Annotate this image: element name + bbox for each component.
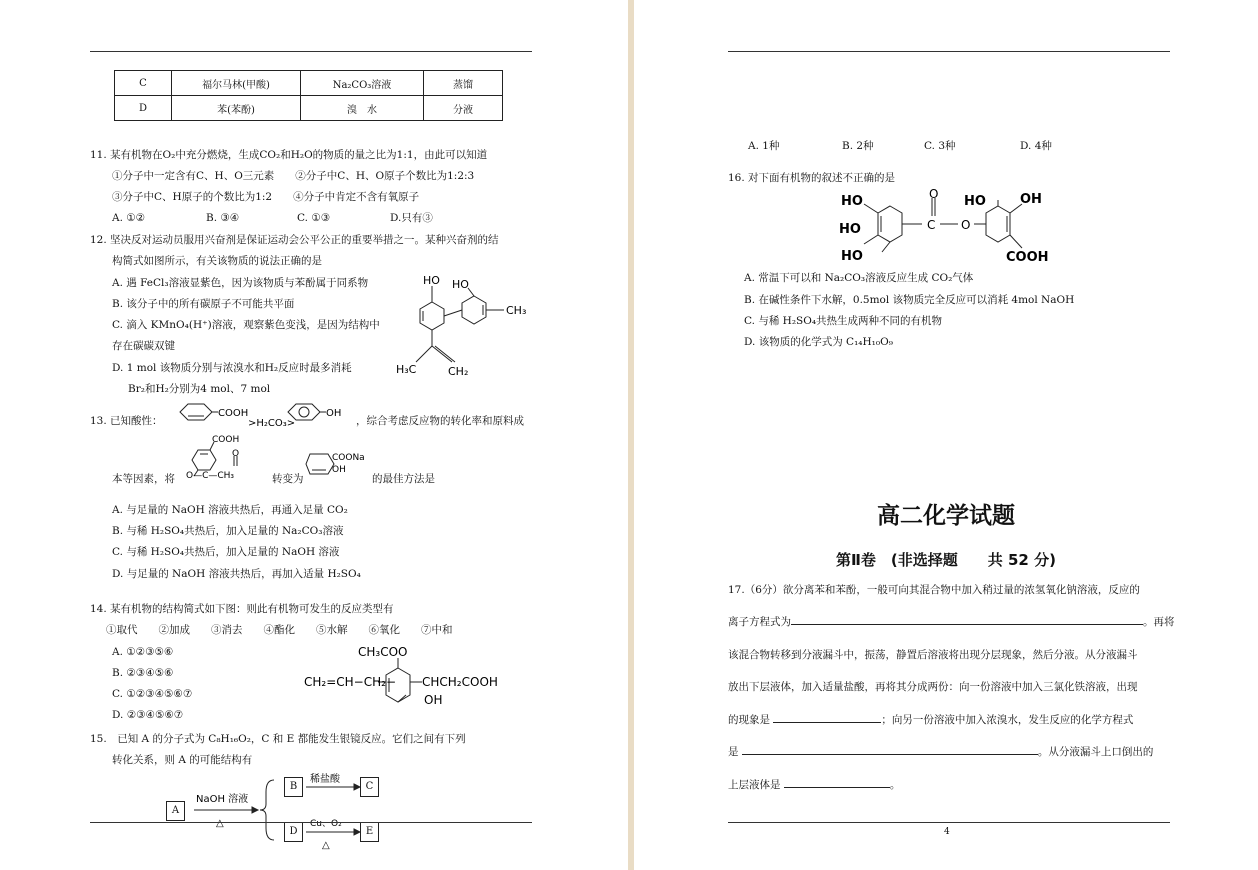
- q17-line-7: [728, 778, 900, 792]
- table-cell: Na₂CO₃溶液: [301, 71, 424, 96]
- oh-label: OH: [424, 693, 443, 707]
- oh-label: OH: [1020, 192, 1042, 207]
- q14-option-b: B. ②③④⑤⑥: [112, 667, 174, 679]
- q13-suffix: ，综合考虑反应物的转化率和原料成: [356, 415, 524, 427]
- acetyl-label: O—C—CH₃: [186, 471, 235, 481]
- q13-prefix: 13. 已知酸性：: [90, 415, 163, 427]
- q17-text: 是: [728, 746, 739, 758]
- q17-text: 的现象是: [728, 714, 770, 726]
- q12-stem-1: 12. 坚决反对运动员服用兴奋剂是保证运动会公平公正的重要举措之一。某种兴奋剂的结: [90, 234, 499, 246]
- q13-line2-c: 的最佳方法是: [372, 473, 435, 485]
- q15-option-b: B. 2种: [842, 140, 874, 152]
- q14-option-d: D. ②③④⑤⑥⑦: [112, 709, 184, 721]
- part-two-subtitle: 第Ⅱ卷 (非选择题 共 52 分): [836, 551, 1056, 569]
- q15-reaction-arrows: [186, 770, 366, 860]
- ch3coo-label: CH₃COO: [358, 645, 408, 659]
- q17-line-3: 该混合物转移到分液漏斗中，振荡，静置后溶液将出现分层现象，然后分液。从分液漏斗: [728, 649, 1138, 661]
- right-page: [634, 0, 1258, 870]
- options-table: [114, 70, 503, 121]
- q12-option-d-2: Br₂和H₂分别为4 mol、7 mol: [128, 383, 271, 395]
- q12-option-d-1: D. 1 mol 该物质分别与浓溴水和H₂反应时最多消耗: [112, 362, 352, 374]
- answer-blank-upper-liquid[interactable]: [784, 787, 890, 788]
- carbonyl-o-label: O: [232, 449, 240, 459]
- q11-option-b: B. ③④: [206, 212, 240, 224]
- q13-acidity-diagram: [174, 400, 354, 432]
- benzene-ring-left: [420, 302, 444, 330]
- q17-line-2: [728, 615, 1175, 629]
- answer-blank-phenomenon[interactable]: [773, 722, 881, 723]
- carbonyl-o-label: O: [929, 187, 939, 201]
- q11-statement-2: ③分子中C、H原子的个数比为1:2 ④分子中肯定不含有氧原子: [112, 191, 420, 203]
- ho-label: HO: [839, 222, 861, 237]
- acid-label: 稀盐酸: [310, 774, 340, 785]
- q17-line-1: 17.（6分）欲分离苯和苯酚，一般可向其混合物中加入稍过量的浓氢氧化钠溶液，反应的: [728, 584, 1140, 596]
- q13-line2-b: 转变为: [272, 473, 304, 485]
- carbonyl-c-label: C: [927, 218, 936, 232]
- heat-symbol: △: [322, 840, 330, 851]
- q12-option-a: A. 遇 FeCl₃溶液显紫色，因为该物质与苯酚属于同系物: [112, 277, 369, 289]
- table-cell: 分液: [424, 96, 503, 121]
- table-cell: C: [115, 71, 172, 96]
- coona-label: COONa: [332, 453, 365, 463]
- q13-option-c: C. 与稀 H₂SO₄共热后，加入足量的 NaOH 溶液: [112, 546, 340, 558]
- table-row: [115, 71, 503, 96]
- q12-option-b: B. 该分子中的所有碳原子不可能共平面: [112, 298, 295, 310]
- benzene-ring-left: [878, 206, 902, 242]
- benzene-ring-right: [462, 296, 486, 324]
- naoh-label: NaOH 溶液: [196, 794, 249, 805]
- answer-blank-ionic-equation[interactable]: [791, 624, 1143, 625]
- q14-option-c: C. ①②③④⑤⑥⑦: [112, 688, 193, 700]
- q17-line-4: 放出下层液体，加入适量盐酸，再将其分成两份：向一份溶液中加入三氯化铁溶液，出现: [728, 681, 1138, 693]
- table-cell: 溴 水: [301, 96, 424, 121]
- q15-option-a: A. 1种: [748, 140, 780, 152]
- q13-product-diagram: [304, 448, 374, 482]
- heat-symbol: △: [216, 818, 224, 829]
- q17-text: 。从分液漏斗上口倒出的: [1037, 746, 1154, 758]
- table-cell: 蒸馏: [424, 71, 503, 96]
- acidity-relation: >H₂CO₃>: [248, 418, 296, 429]
- q15-stem-1: 15. 已知 A 的分子式为 C₈H₁₆O₂，C 和 E 都能发生银镜反应。它们之间有下列: [90, 733, 466, 745]
- table-cell: 苯(苯酚): [172, 96, 301, 121]
- q14-option-a: A. ①②③⑤⑥: [112, 646, 174, 658]
- ho-label: HO: [964, 194, 986, 209]
- q14-reaction-types: ①取代 ②加成 ③消去 ④酯化 ⑤水解 ⑥氧化 ⑦中和: [106, 624, 453, 636]
- q16-option-c: C. 与稀 H₂SO₄共热生成两种不同的有机物: [744, 315, 943, 327]
- ho-label: HO: [423, 274, 440, 287]
- q13-option-a: A. 与足量的 NaOH 溶液共热后，再通入足量 CO₂: [112, 504, 348, 516]
- header-rule: [728, 51, 1170, 52]
- ch3-label: CH₃: [506, 304, 527, 317]
- benzene-ring-right: [986, 206, 1010, 242]
- footer-rule: [90, 822, 532, 823]
- q17-text: 。再将: [1143, 616, 1175, 628]
- q15-stem-2: 转化关系，则 A 的可能结构有: [112, 754, 253, 766]
- ester-o-label: O: [961, 218, 971, 232]
- q17-text: ；向另一份溶液中加入浓溴水，发生反应的化学方程式: [881, 714, 1134, 726]
- oh-label: OH: [326, 408, 342, 419]
- answer-blank-bromine-equation[interactable]: [742, 754, 1038, 755]
- q12-option-c-2: 存在碳碳双键: [112, 340, 175, 352]
- footer-rule: [728, 822, 1170, 823]
- table-row: [115, 96, 503, 121]
- q17-line-6: [728, 745, 1153, 759]
- scheme-box-c: C: [360, 777, 379, 797]
- q13-reactant-diagram: [180, 432, 280, 490]
- q17-text: 上层液体是: [728, 779, 781, 791]
- cooh-label: COOH: [212, 435, 240, 445]
- q16-option-b: B. 在碱性条件下水解，0.5mol 该物质完全反应可以消耗 4mol NaOH: [744, 294, 1075, 306]
- cooh-label: COOH: [218, 408, 249, 419]
- q17-text: 离子方程式为: [728, 616, 791, 628]
- q12-option-c-1: C. 滴入 KMnO₄(H⁺)溶液，观察紫色变浅，是因为结构中: [112, 319, 380, 331]
- q16-stem: 16. 对下面有机物的叙述不正确的是: [728, 172, 896, 184]
- q16-structure-diagram: [834, 186, 1094, 268]
- q13-option-d: D. 与足量的 NaOH 溶液共热后，再加入适量 H₂SO₄: [112, 568, 361, 580]
- scheme-box-a: A: [166, 801, 185, 821]
- q11-option-a: A. ①②: [112, 212, 146, 224]
- cu-o2-label: Cu、O₂: [310, 819, 342, 829]
- ho-label: HO: [841, 249, 863, 264]
- left-page: [0, 0, 628, 870]
- q16-option-a: A. 常温下可以和 Na₂CO₃溶液反应生成 CO₂气体: [744, 272, 974, 284]
- q11-option-d: D.只有③: [390, 212, 433, 224]
- q17-line-5: [728, 713, 1133, 727]
- q14-stem: 14. 某有机物的结构简式如下图：则此有机物可发生的反应类型有: [90, 603, 394, 615]
- exam-title: 高二化学试题: [877, 503, 1015, 529]
- allyl-label: CH₂=CH−CH₂−: [304, 675, 396, 689]
- q11-option-c: C. ①③: [297, 212, 331, 224]
- h3c-label: H₃C: [396, 363, 417, 376]
- q12-structure-diagram: [392, 272, 542, 390]
- q17-text: 。: [889, 779, 901, 791]
- side-chain-label: CHCH₂COOH: [422, 675, 498, 689]
- header-rule: [90, 51, 532, 52]
- oh-label: OH: [332, 465, 346, 475]
- q13-line2-a: 本等因素，将: [112, 473, 175, 485]
- scheme-box-b: B: [284, 777, 303, 797]
- ch2-label: CH₂: [448, 365, 469, 378]
- table-cell: D: [115, 96, 172, 121]
- q16-option-d: D. 该物质的化学式为 C₁₄H₁₀O₉: [744, 336, 893, 348]
- q15-option-c: C. 3种: [924, 140, 956, 152]
- scheme-box-e: E: [360, 822, 379, 842]
- q11-stem: 11. 某有机物在O₂中充分燃烧，生成CO₂和H₂O的物质的量之比为1:1，由此可以知道: [90, 149, 488, 161]
- scheme-box-d: D: [284, 822, 303, 842]
- q12-stem-2: 构简式如图所示，有关该物质的说法正确的是: [112, 255, 322, 267]
- ho-label: HO: [452, 278, 469, 291]
- q13-option-b: B. 与稀 H₂SO₄共热后，加入足量的 Na₂CO₃溶液: [112, 525, 344, 537]
- q11-statement-1: ①分子中一定含有C、H、O三元素 ②分子中C、H、O原子个数比为1:2:3: [112, 170, 475, 182]
- page-number: 4: [944, 827, 950, 837]
- table-cell: 福尔马林(甲酸): [172, 71, 301, 96]
- q14-structure-diagram: [302, 642, 502, 714]
- q15-option-d: D. 4种: [1020, 140, 1052, 152]
- ho-label: HO: [841, 194, 863, 209]
- cooh-label: COOH: [1006, 250, 1049, 265]
